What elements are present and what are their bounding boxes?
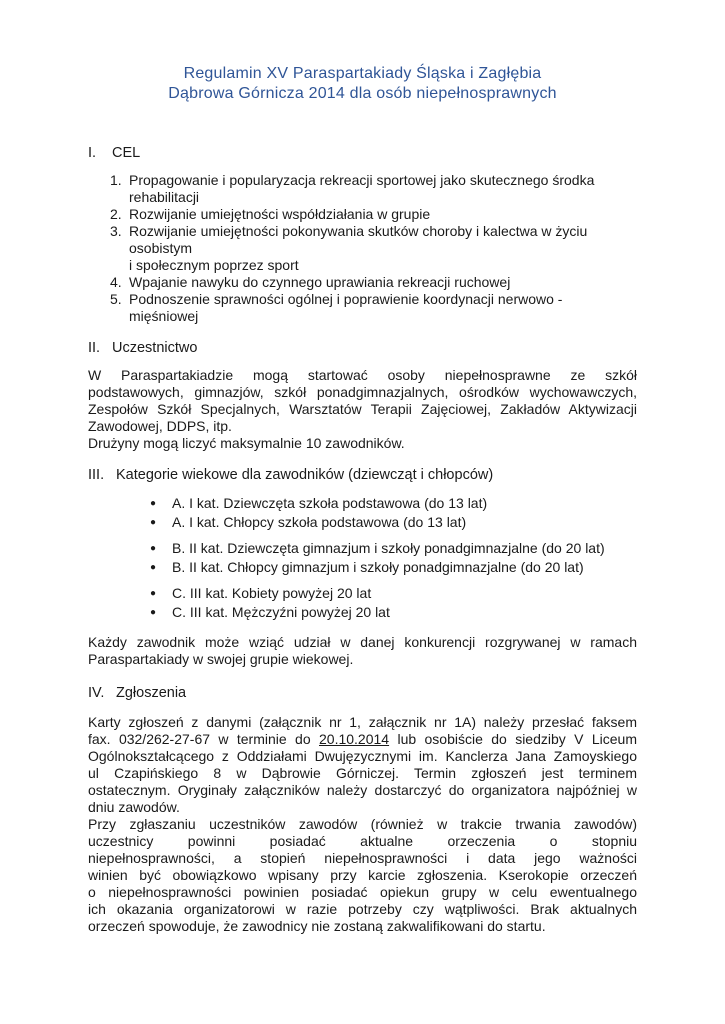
goals-list (88, 172, 637, 325)
section-2-title: Uczestnictwo (112, 340, 198, 356)
section-3-title: Kategorie wiekowe dla zawodników (dziewcząt i chłopców) (116, 467, 494, 483)
section-4-title: Zgłoszenia (116, 685, 187, 701)
list-item: 5. Podnoszenie sprawności ogólnej i poprawienie koordynacji nerwowo - mięśniowej (110, 291, 563, 324)
bullet-icon: ● (150, 543, 157, 554)
section-1-title: CEL (112, 145, 141, 161)
section-4-heading (88, 684, 637, 702)
registration-paragraph-2: Przy zgłaszaniu uczestników zawodów (również w trakcie trwania zawodów) uczestnicy powinni posiadać aktualne orzeczenia o stopniu niepełnosprawności, a stopień niepełnosprawności i data jego ważności winien być obowiązkowo wpisany przy karcie zgłoszenia. Kserokopie orzeczeń o niepełnosprawności powinien posiadać opiekun grupy w celu ewentualnego ich okazania organizatorowi w razie potrzeby czy wątpliwości. Brak aktualnych orzeczeń spowoduje, że zawodnicy nie zostaną zakwalifikowani do startu. (88, 816, 637, 934)
bullet-icon: ● (150, 562, 157, 573)
list-item: 3. Rozwijanie umiejętności pokonywania skutków choroby i kalectwa w życiu osobistym i społecznym poprzez sport (110, 223, 588, 273)
section-4-number: IV. (88, 685, 105, 701)
section-1-heading (88, 144, 637, 162)
section-2-number: II. (88, 340, 101, 356)
deadline-date: 20.10.2014 (319, 731, 390, 747)
title-line-1: Regulamin XV Paraspartakiady Śląska i Zagłębia (183, 65, 542, 82)
list-item: 1. Propagowanie i popularyzacja rekreacji sportowej jako skutecznego środka rehabilitacji (110, 172, 595, 205)
list-item: ● A. I kat. Dziewczęta szkoła podstawowa (do 13 lat) (150, 495, 488, 511)
age-categories-list (88, 494, 637, 622)
document-title (88, 64, 637, 104)
registration-paragraph-1: Karty zgłoszeń z danymi (załącznik nr 1, załącznik nr 1A) należy przesłać faksem fax. 032/262-27-67 w terminie do 20.10.2014 lub osobiście do siedziby V Liceum Ogólnokształcącego z Oddziałami Dwujęzycznymi im. Kanclerza Jana Zamoyskiego ul Czapińskiego 8 w Dąbrowie Górniczej. Termin zgłoszeń jest terminem ostatecznym. Oryginały załączników należy dostarczyć do organizatora najpóźniej w dniu zawodów. (88, 714, 637, 815)
bullet-icon: ● (150, 498, 157, 509)
section-1-number: I. (88, 145, 97, 161)
list-item: 4. Wpajanie nawyku do czynnego uprawiania rekreacji ruchowej (110, 274, 511, 290)
categories-note-paragraph: Każdy zawodnik może wziąć udział w danej konkurencji rozgrywanej w ramach Paraspartakiady w swojej grupie wiekowej. (88, 634, 637, 667)
bullet-icon: ● (150, 588, 157, 599)
participation-paragraph: W Paraspartakiadzie mogą startować osoby niepełnosprawne ze szkół podstawowych, gimnazjów, szkół ponadgimnazjalnych, ośrodków wychowawczych, Zespołów Szkół Specjalnych, Warsztatów Terapii Zajęciowej, Zakładów Aktywizacji Zawodowej, DDPS, itp. Drużyny mogą liczyć maksymalnie 10 zawodników. (88, 367, 637, 451)
section-3-heading (88, 466, 637, 484)
section-2-heading (88, 339, 637, 357)
list-item: ● A. I kat. Chłopcy szkoła podstawowa (do 13 lat) (150, 514, 467, 530)
list-item: ● B. II kat. Dziewczęta gimnazjum i szkoły ponadgimnazjalne (do 20 lat) (150, 540, 605, 556)
list-item: ● C. III kat. Kobiety powyżej 20 lat (150, 585, 372, 601)
list-item: ● C. III kat. Mężczyźni powyżej 20 lat (150, 604, 390, 620)
title-line-2: Dąbrowa Górnicza 2014 dla osób niepełnosprawnych (168, 85, 557, 102)
bullet-icon: ● (150, 517, 157, 528)
list-item: 2. Rozwijanie umiejętności współdziałania w grupie (110, 206, 431, 222)
section-3-number: III. (88, 467, 105, 483)
bullet-icon: ● (150, 607, 157, 618)
list-item: ● B. II kat. Chłopcy gimnazjum i szkoły ponadgimnazjalne (do 20 lat) (150, 559, 584, 575)
